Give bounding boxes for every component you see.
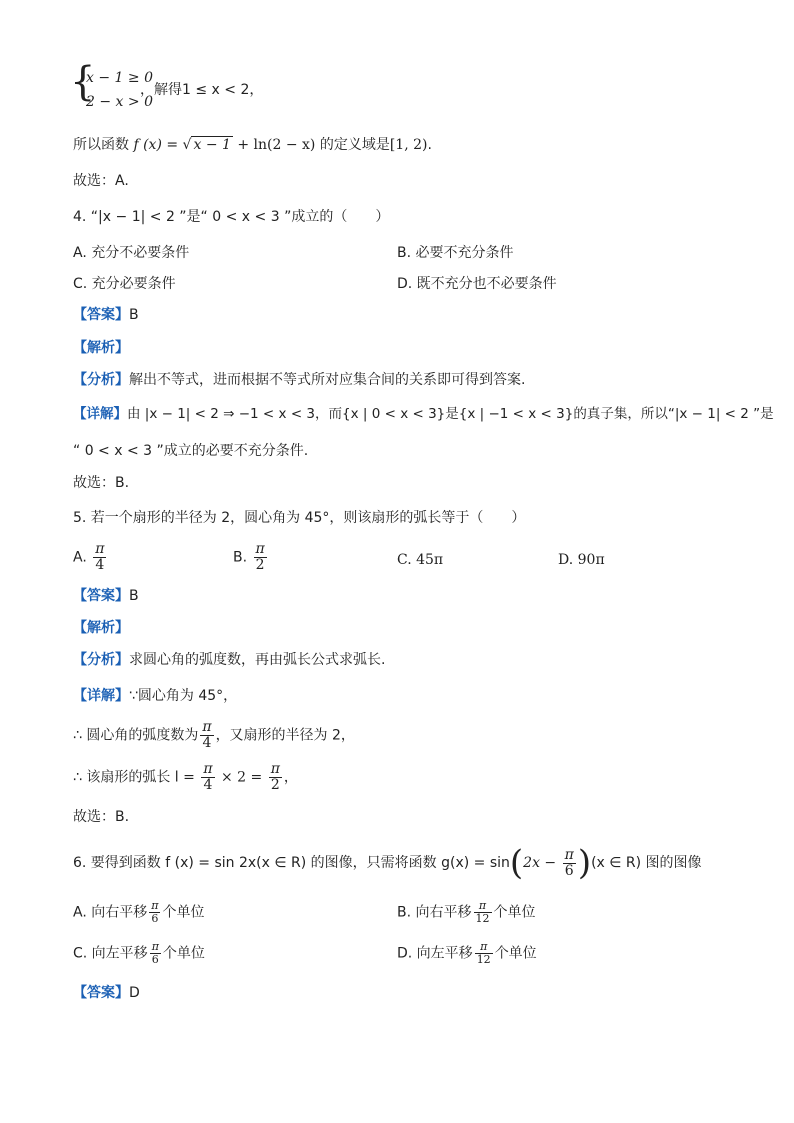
q5-step-3: ∴ 该扇形的弧长 l = $\frac{\pi}{4}$ × 2 = $\frac{\pi}{2}$ ， (73, 761, 298, 793)
q5-analysis-tag: 【解析】 (73, 620, 129, 636)
q4-option-b: B. 必要不充分条件 (397, 245, 514, 261)
domain-line: 所以函数 f (x) = √ x − 1 + ln(2 − x) 的定义域是[1, 2). (73, 137, 432, 153)
system-brace: { (70, 59, 96, 105)
system-ineq-1: x − 1 ≥ 0 (86, 70, 153, 86)
system-ineq-2: 2 − x > 0 (86, 94, 153, 110)
q5-fenxi: 【分析】求圆心角的弧度数，再由弧长公式求弧长. (73, 652, 386, 668)
q5-option-c: C. 45π (397, 552, 444, 568)
q5-xiangjie-1: 【详解】∵圆心角为 45°， (73, 688, 238, 704)
q4-fenxi: 【分析】解出不等式，进而根据不等式所对应集合间的关系即可得到答案. (73, 372, 526, 388)
q4-option-d: D. 既不充分也不必要条件 (397, 276, 557, 292)
q4-answer: 【答案】B (73, 307, 139, 323)
q6-option-d: D. 向左平移 $\frac{\pi}{12}$ 个单位 (397, 940, 537, 966)
q4-xiangjie-1: 【详解】由 |x − 1| < 2 ⇒ −1 < x < 3，而{x | 0 < x < 3}是{x | −1 < x < 3}的真子集，所以“|x − 1| < 2 ”是 (73, 406, 774, 422)
q5-option-b: B. $\frac{\pi}{2}$ (233, 541, 265, 573)
q5-answer: 【答案】B (73, 588, 139, 604)
q4-analysis-tag: 【解析】 (73, 340, 129, 356)
system-result: ，解得1 ≤ x < 2， (140, 82, 264, 98)
q5-option-d: D. 90π (558, 552, 605, 568)
q4-option-a: A. 充分不必要条件 (73, 245, 190, 261)
q6-option-a: A. 向右平移 $\frac{\pi}{6}$ 个单位 (73, 899, 205, 925)
q6-stem: 6. 要得到函数 f (x) = sin 2x(x ∈ R) 的图像，只需将函数 g(x) = sin(2x − $\frac{\pi}{6}$ )(x ∈ R) 图的图像 (73, 843, 702, 883)
q5-choose: 故选：B. (73, 809, 130, 825)
q4-xiangjie-2: “ 0 < x < 3 ”成立的必要不充分条件. (73, 443, 309, 459)
q4-option-c: C. 充分必要条件 (73, 276, 176, 292)
q4-stem: 4. “|x − 1| < 2 ”是“ 0 < x < 3 ”成立的（ ） (73, 209, 390, 225)
q5-stem: 5. 若一个扇形的半径为 2，圆心角为 45°，则该扇形的弧长等于（ ） (73, 510, 526, 526)
q4-choose: 故选：B. (73, 475, 130, 491)
q6-option-c: C. 向左平移 $\frac{\pi}{6}$ 个单位 (73, 940, 205, 966)
q6-answer: 【答案】D (73, 985, 140, 1001)
q6-option-b: B. 向右平移 $\frac{\pi}{12}$ 个单位 (397, 899, 536, 925)
choose-a: 故选：A. (73, 173, 129, 189)
q5-option-a: A. $\frac{\pi}{4}$ (73, 541, 105, 573)
q5-step-2: ∴ 圆心角的弧度数为 $\frac{\pi}{4}$ ，又扇形的半径为 2， (73, 719, 355, 751)
